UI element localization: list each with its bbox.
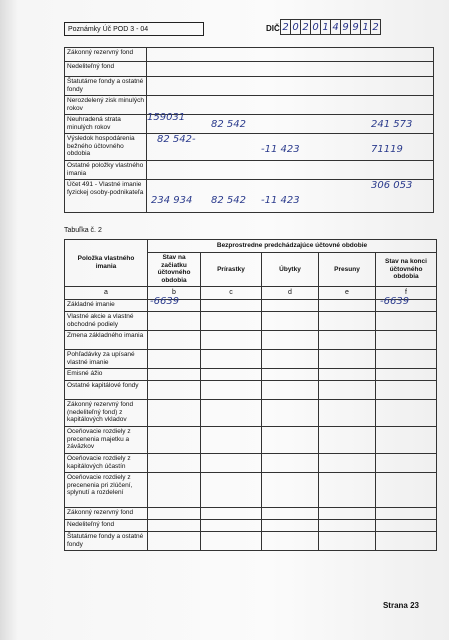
table-row [64, 62, 434, 77]
table-row [64, 161, 434, 180]
handwritten-value: 82 542 [211, 195, 246, 206]
cell [201, 507, 262, 519]
cell [201, 426, 262, 453]
cell [376, 380, 437, 399]
row-label: Nerozdelený zisk minulých rokov [65, 96, 147, 114]
table-row [65, 330, 437, 349]
table-row [64, 180, 434, 213]
page-number: Strana 23 [382, 601, 419, 610]
table-row [64, 96, 434, 115]
handwritten-value: -11 423 [261, 195, 300, 206]
cell [201, 399, 262, 426]
row-label: Nedeliteľný fond [65, 519, 148, 531]
cell [148, 295, 201, 311]
row-label: Zákonný rezervný fond (nedeliteľný fond) z kapitálových vkladov [65, 399, 148, 426]
dic-digit-boxes [281, 19, 381, 35]
cell [201, 368, 262, 380]
col-header-item: Položka vlastného imania [65, 240, 148, 287]
table-row [65, 531, 437, 550]
row-label: Zákonný rezervný fond [65, 48, 147, 63]
cell [201, 330, 262, 349]
handwritten-value: 159031 [147, 112, 186, 123]
handwritten-value: 234 934 [151, 195, 193, 206]
col-letter: e [319, 286, 376, 299]
dic-digit: 1 [320, 19, 331, 35]
cell [376, 426, 437, 453]
form-label: Poznámky Úč POD 3 - 04 [64, 22, 204, 36]
cell [262, 519, 319, 531]
cell [319, 311, 376, 330]
dic-digit: 0 [290, 19, 301, 35]
table-row [64, 77, 434, 96]
cell [262, 311, 319, 330]
table-row [65, 426, 437, 453]
handwritten-value: 306 053 [371, 180, 413, 191]
handwritten-value: 82 542 [211, 119, 246, 130]
cell [319, 368, 376, 380]
row-label: Pohľadávky za upísané vlastné imanie [65, 349, 148, 368]
cell [376, 531, 437, 550]
cell [262, 453, 319, 472]
row-label: Zákonný rezervný fond [65, 507, 148, 519]
table-row [65, 368, 437, 380]
handwritten-value: -6639 [150, 295, 180, 307]
cell [376, 295, 437, 311]
table-row [64, 134, 434, 161]
dic-digit: 2 [370, 19, 381, 35]
row-label: Zmena základného imania [65, 330, 148, 349]
cell [376, 368, 437, 380]
col-letter: d [262, 286, 319, 299]
row-label: Oceňovacie rozdiely z precenenia pri zlúčení, splynutí a rozdelení [65, 472, 148, 507]
row-label: Oceňovacie rozdiely z kapitálových účastín [65, 453, 148, 472]
col-header-start: Stav na začiatku účtovného obdobia [148, 253, 201, 287]
dic-digit: 2 [300, 19, 311, 35]
row-label: Vlastné akcie a vlastné obchodné podiely [65, 311, 148, 330]
cell [319, 399, 376, 426]
equity-table-previous [64, 239, 437, 551]
col-header-transfers: Presuny [319, 253, 376, 287]
equity-table-current [64, 47, 434, 213]
table-row [65, 311, 437, 330]
table-row [65, 472, 437, 507]
row-label: Účet 491 - Vlastné imanie fyzickej osoby-podnikateľa [65, 180, 147, 212]
row-label: Neuhradená strata minulých rokov [65, 115, 147, 133]
cell [319, 519, 376, 531]
table-row [65, 299, 437, 311]
cell [148, 531, 201, 550]
cell [319, 380, 376, 399]
dic-digit: 1 [360, 19, 371, 35]
cell [262, 368, 319, 380]
cell [376, 453, 437, 472]
table-row [64, 47, 434, 62]
col-header-group: Bezprostredne predchádzajúce účtovné obdobie [148, 240, 437, 253]
col-header-end: Stav na konci účtovného obdobia [376, 253, 437, 287]
cell [376, 311, 437, 330]
cell [319, 531, 376, 550]
cell [262, 531, 319, 550]
row-label: Štatutárne fondy a ostatné fondy [65, 77, 147, 95]
col-header-additions: Prírastky [201, 253, 262, 287]
handwritten-value: -6639 [380, 295, 410, 307]
cell [262, 399, 319, 426]
cell [319, 453, 376, 472]
dic-digit: 0 [310, 19, 321, 35]
table-caption: Tabuľka č. 2 [64, 227, 102, 234]
table-row [65, 349, 437, 368]
cell [262, 380, 319, 399]
row-label: Nedeliteľný fond [65, 62, 147, 76]
row-label: Základné imanie [65, 299, 148, 311]
cell [319, 426, 376, 453]
cell [376, 399, 437, 426]
cell [376, 330, 437, 349]
col-letter: f [376, 286, 437, 299]
cell [148, 399, 201, 426]
dic-digit: 9 [340, 19, 351, 35]
table-row [65, 380, 437, 399]
cell [262, 330, 319, 349]
cell [376, 472, 437, 507]
row-label: Oceňovacie rozdiely z precenenia majetku a záväzkov [65, 426, 148, 453]
row-label: Výsledok hospodárenia bežného účtovného obdobia [65, 134, 147, 160]
cell [319, 349, 376, 368]
handwritten-value: -11 423 [261, 144, 300, 155]
row-label: Ostatné položky vlastného imania [65, 161, 147, 179]
cell [262, 426, 319, 453]
dic-label: DIČ [266, 24, 280, 33]
cell [201, 531, 262, 550]
table-row [65, 507, 437, 519]
cell [148, 519, 201, 531]
cell [376, 507, 437, 519]
dic-digit: 2 [280, 19, 291, 35]
table-row [65, 519, 437, 531]
cell [148, 472, 201, 507]
table-row [65, 453, 437, 472]
cell [262, 472, 319, 507]
cell [148, 368, 201, 380]
table-row [65, 399, 437, 426]
handwritten-value: 82 542- [157, 134, 196, 145]
cell [376, 519, 437, 531]
col-letter: b [148, 286, 201, 299]
cell [201, 380, 262, 399]
cell [148, 507, 201, 519]
dic-digit: 9 [350, 19, 361, 35]
cell [262, 507, 319, 519]
cell [262, 299, 319, 311]
cell [319, 330, 376, 349]
cell [201, 311, 262, 330]
cell [148, 349, 201, 368]
dic-digit: 4 [330, 19, 341, 35]
cell [319, 472, 376, 507]
cell [376, 349, 437, 368]
cell [148, 311, 201, 330]
cell [201, 453, 262, 472]
col-header-reductions: Úbytky [262, 253, 319, 287]
cell [148, 330, 201, 349]
col-letter: a [65, 286, 148, 299]
cell [201, 349, 262, 368]
cell [201, 519, 262, 531]
cell [262, 349, 319, 368]
col-letter: c [201, 286, 262, 299]
table-row [64, 112, 434, 134]
row-label: Ostatné kapitálové fondy [65, 380, 148, 399]
cell [319, 507, 376, 519]
handwritten-value: 241 573 [371, 119, 413, 130]
row-label: Emisné ážio [65, 368, 148, 380]
cell [319, 299, 376, 311]
handwritten-value: 71119 [371, 144, 403, 155]
row-label: Štatutárne fondy a ostatné fondy [65, 531, 148, 550]
cell [201, 299, 262, 311]
cell [148, 380, 201, 399]
cell [201, 472, 262, 507]
cell [148, 453, 201, 472]
cell [148, 426, 201, 453]
